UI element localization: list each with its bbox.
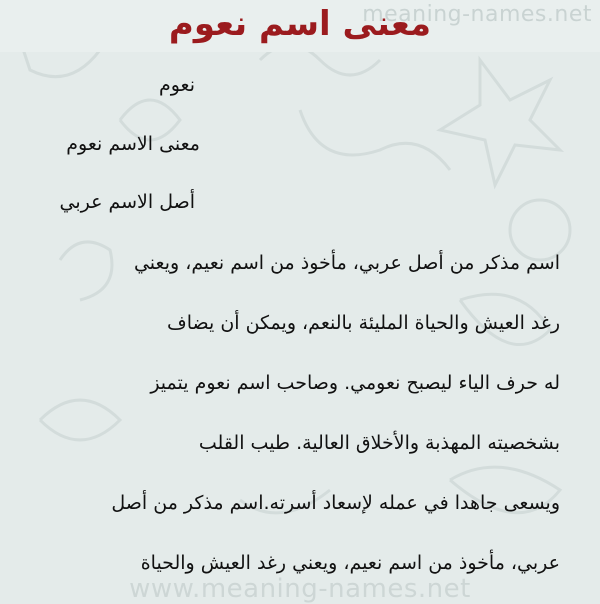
origin-line: أصل الاسم عربي	[59, 191, 195, 213]
description-line-3: له حرف الياء ليصبح نعومي. وصاحب اسم نعوم يتميز	[150, 372, 560, 394]
meaning-heading: معنى الاسم نعوم	[66, 133, 200, 155]
description-line-4: بشخصيته المهذبة والأخلاق العالية. طيب القلب	[198, 432, 560, 454]
description-line-6: عربي، مأخوذ من اسم نعيم، ويعني رغد العيش والحياة	[140, 552, 560, 574]
name-line: نعوم	[158, 74, 195, 96]
description-line-5: ويسعى جاهدا في عمله لإسعاد أسرته.اسم مذكر من أصل	[111, 492, 560, 514]
description-line-2: رغد العيش والحياة المليئة بالنعم، ويمكن أن يضاف	[167, 312, 560, 334]
description-line-1: اسم مذكر من أصل عربي، مأخوذ من اسم نعيم، ويعني	[133, 252, 560, 274]
watermark-top: meaning-names.net	[362, 2, 592, 27]
page-title: معنى اسم نعوم	[168, 4, 432, 44]
watermark-bottom: www.meaning-names.net	[129, 574, 471, 604]
